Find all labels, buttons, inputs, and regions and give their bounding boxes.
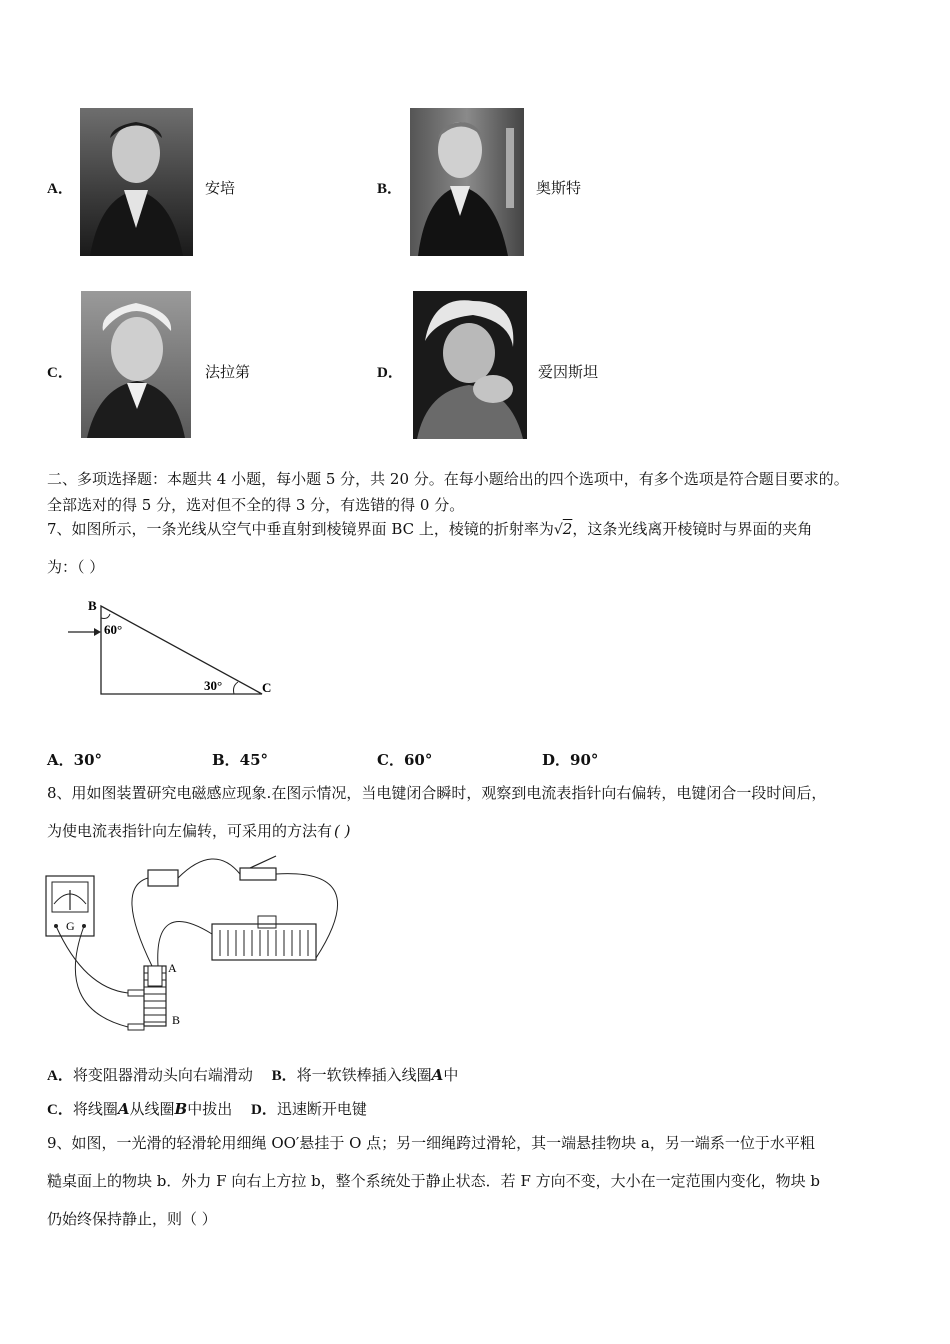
option-a-name: 安培 <box>205 179 236 197</box>
option-c-name: 法拉第 <box>205 363 251 381</box>
q9-stem-line2: 糙桌面上的物块 b．外力 F 向右上方拉 b，整个系统处于静止状态．若 F 方向不变，大小在一定范围内变化，物块 b <box>47 1172 821 1190</box>
portrait-ampere <box>80 108 193 256</box>
q7-stem-text-b: ，这条光线离开棱镜时与界面的夹角 <box>572 520 813 538</box>
option-b-letter: B． <box>377 181 403 197</box>
angle-b-label: 60° <box>104 622 123 637</box>
q7-option-a: A．30° <box>47 751 103 769</box>
q8-options-row2 <box>47 1098 367 1119</box>
q9-stem-line3: 仍始终保持静止，则（ ） <box>47 1210 217 1228</box>
q8-stem-text: 为使电流表指针向左偏转，可采用的方法有 <box>47 822 333 840</box>
q8-opt-a-text: 将变阻器滑动头向右端滑动 <box>72 1066 253 1084</box>
option-a-letter: A． <box>47 181 73 197</box>
coil-a-label: A <box>168 961 177 975</box>
option-d-letter: D． <box>377 365 403 381</box>
angle-c-label: 30° <box>204 678 223 693</box>
q8-answer-paren: ( ) <box>334 822 351 840</box>
q8-opt-c-post: 中拔出 <box>187 1100 233 1118</box>
q9-stem-line1: 9、如图，一光滑的轻滑轮用细绳 OO′悬挂于 O 点；另一细绳跨过滑轮，其一端悬挂物块 a，另一端系一位于水平粗 <box>47 1134 815 1152</box>
q8-opt-a-letter: A． <box>47 1068 73 1084</box>
q8-opt-c-var2: B <box>174 1100 188 1118</box>
label-c: C <box>262 680 272 695</box>
q8-stem-line2 <box>47 820 351 841</box>
q8-opt-d-text: 迅速断开电键 <box>276 1100 367 1118</box>
option-c-letter: C． <box>47 365 73 381</box>
q8-opt-b-letter: B． <box>271 1068 297 1084</box>
q8-opt-c-var1: A <box>117 1100 130 1118</box>
q8-opt-b-var: A <box>431 1066 444 1084</box>
q7-prism-figure <box>62 598 282 698</box>
q7-option-b: B．45° <box>212 751 269 769</box>
q8-opt-b-post: 中 <box>443 1066 459 1084</box>
q8-stem-line1: 8、用如图装置研究电磁感应现象.在图示情况，当电键闭合瞬时，观察到电流表指针向右偏转，电键闭合一段时间后， <box>47 784 827 802</box>
q8-opt-c-letter: C． <box>47 1102 73 1118</box>
portrait-oersted <box>410 108 524 256</box>
q7-option-d: D．90° <box>542 751 599 769</box>
coil-b-label: B <box>172 1013 181 1027</box>
option-b-name: 奥斯特 <box>536 179 582 197</box>
q8-opt-c-mid: 从线圈 <box>129 1100 175 1118</box>
q7-option-c: C．60° <box>377 751 433 769</box>
q7-stem-line2: 为：（ ） <box>47 558 105 576</box>
meter-label: G <box>66 919 75 933</box>
q7-stem-line1 <box>47 518 812 539</box>
q8-opt-b-pre: 将一软铁棒插入线圈 <box>296 1066 432 1084</box>
q8-opt-d-letter: D． <box>251 1102 277 1118</box>
q7-stem-text-a: 7、如图所示，一条光线从空气中垂直射到棱镜界面 BC 上，棱镜的折射率为 <box>47 520 554 538</box>
label-b: B <box>88 598 97 613</box>
q8-options-row1 <box>47 1064 458 1085</box>
q8-induction-figure <box>44 848 354 1038</box>
section2-line2: 全部选对的得 5 分，选对但不全的得 3 分，有选错的得 0 分。 <box>47 496 465 514</box>
section2-line1: 二、多项选择题：本题共 4 小题，每小题 5 分，共 20 分。在每小题给出的四个选项中，有多个选项是符合题目要求的。 <box>47 470 849 488</box>
q8-opt-c-pre: 将线圈 <box>72 1100 118 1118</box>
q7-sqrt-value: 2 <box>562 520 573 538</box>
portrait-faraday <box>81 291 191 438</box>
portrait-einstein <box>413 291 527 439</box>
option-d-name: 爱因斯坦 <box>538 363 599 381</box>
sqrt-sign: √ <box>553 522 563 538</box>
